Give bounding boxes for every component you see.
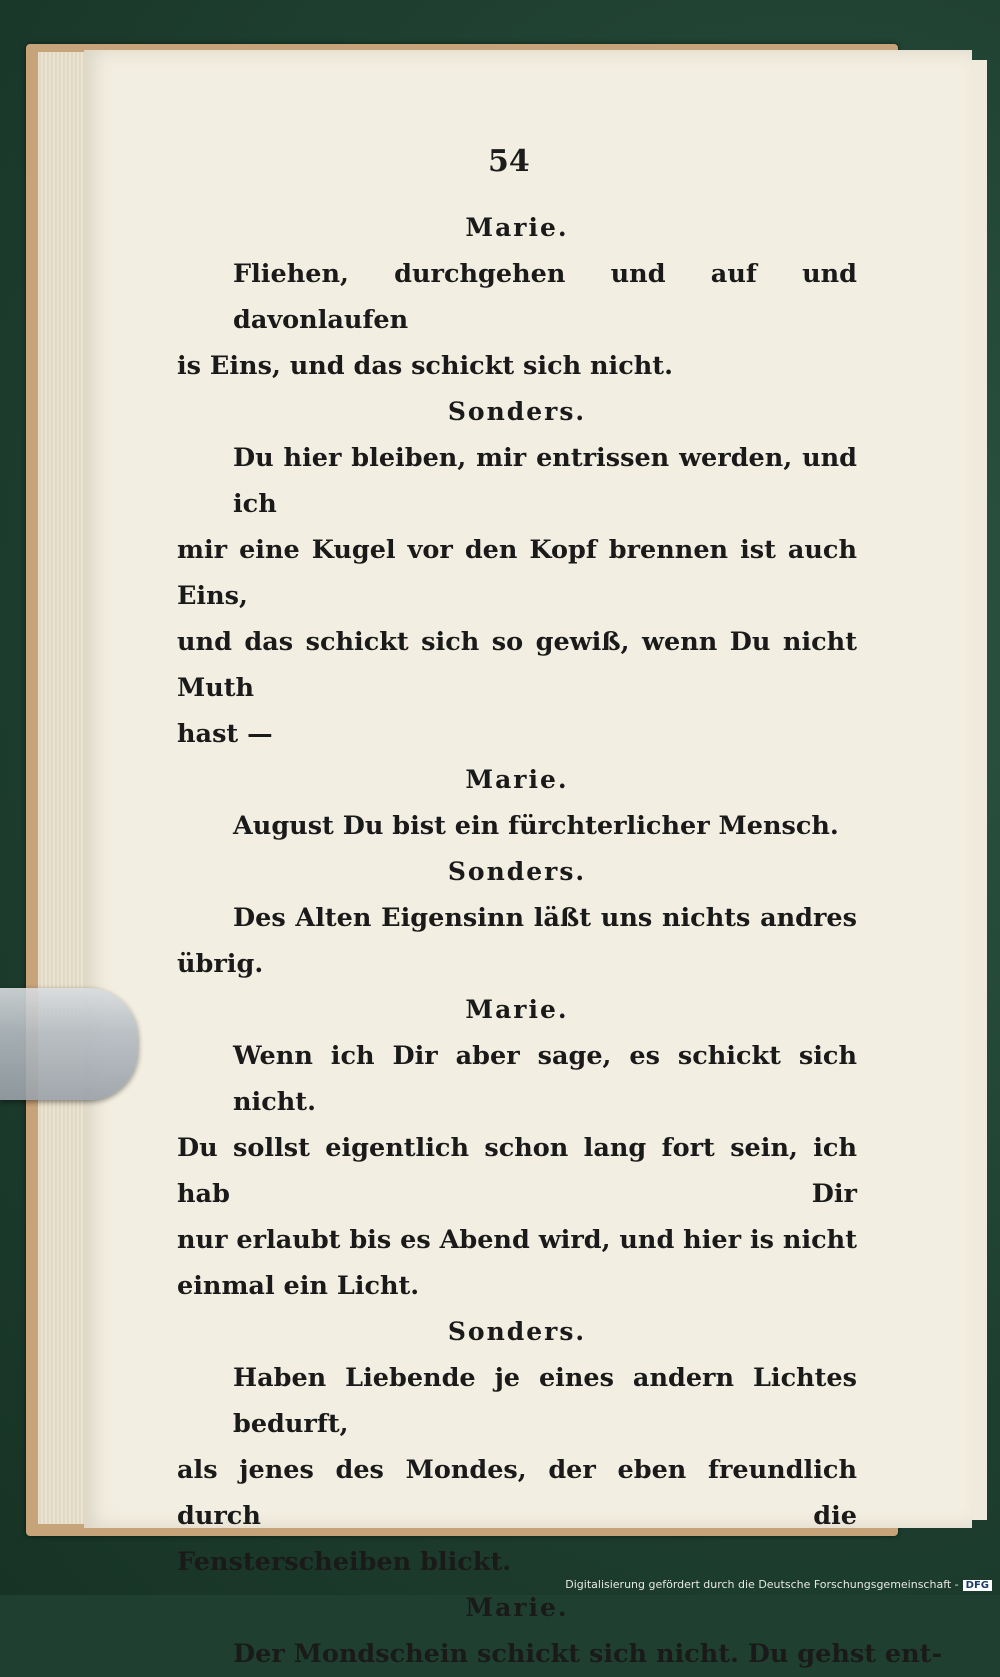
text-line: als jenes des Mondes, der eben freundlich durch die (177, 1455, 857, 1531)
text-line: Du hier bleiben, mir entrissen werden, und ich (233, 443, 857, 519)
speaker-name: Sonders. (447, 857, 587, 886)
dfg-logo: DFG (963, 1580, 992, 1591)
page-number: 54 (488, 144, 530, 179)
text-line: und das schickt sich so gewiß, wenn Du nicht Muth (177, 627, 857, 703)
text-line: is Eins, und das schickt sich nicht. (177, 351, 673, 381)
page-clip (0, 988, 138, 1100)
speaker-name: Marie. (465, 1593, 569, 1622)
dialogue-paragraph (177, 895, 857, 987)
dialogue-paragraph (177, 251, 857, 389)
dialogue-paragraph (177, 435, 857, 757)
page-text (177, 205, 943, 1677)
footer-text: Digitalisierung gefördert durch die Deutsche Forschungsgemeinschaft - (565, 1578, 959, 1591)
text-line: nur erlaubt bis es Abend wird, und hier is nicht (177, 1225, 857, 1255)
text-line: hast — (177, 719, 273, 749)
text-line: Des Alten Eigensinn läßt uns nichts andres (233, 903, 857, 933)
text-line: Du sollst eigentlich schon lang fort sein, ich hab Dir (177, 1133, 857, 1209)
text-line: Der Mondschein schickt sich nicht. Du gehst ent- (233, 1639, 943, 1669)
dialogue-paragraph (177, 803, 857, 849)
text-line: Haben Liebende je eines andern Lichtes bedurft, (233, 1363, 857, 1439)
text-line: mir eine Kugel vor den Kopf brennen ist auch Eins, (177, 535, 857, 611)
dialogue-paragraph (177, 1355, 857, 1585)
speaker-name: Sonders. (447, 397, 587, 426)
speaker-name: Sonders. (447, 1317, 587, 1346)
text-line: Wenn ich Dir aber sage, es schickt sich nicht. (233, 1041, 857, 1117)
speaker-name: Marie. (465, 765, 569, 794)
speaker-name: Marie. (465, 213, 569, 242)
text-line: übrig. (177, 949, 264, 979)
page-edges (38, 52, 88, 1524)
dialogue-paragraph (177, 1033, 857, 1309)
text-line: einmal ein Licht. (177, 1271, 420, 1301)
text-line: Fliehen, durchgehen und auf und davonlaufen (233, 259, 857, 335)
dialogue-paragraph (177, 1631, 943, 1677)
text-line: August Du bist ein fürchterlicher Mensch. (233, 811, 839, 841)
speaker-name: Marie. (465, 995, 569, 1024)
text-line: Fensterscheiben blickt. (177, 1547, 512, 1577)
footer-credit (565, 1578, 992, 1591)
